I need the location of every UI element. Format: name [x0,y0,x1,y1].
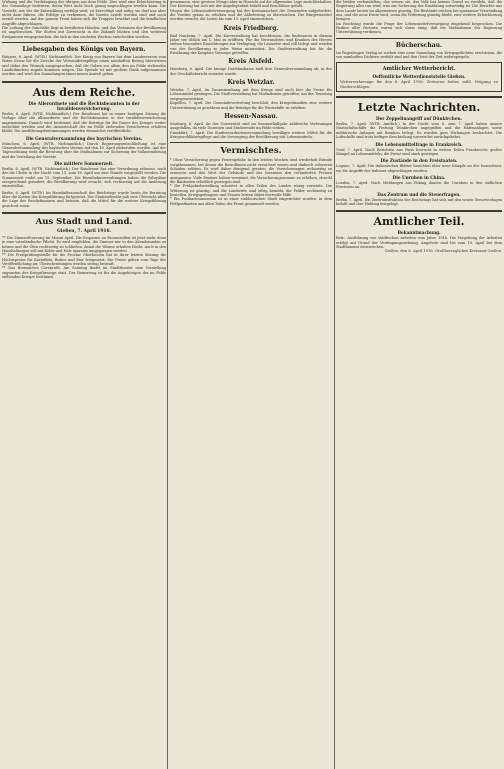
weather-report-title: Amtlicher Wetterbericht. [382,66,456,73]
article-subheading: Das Zentrum und die Steuerfragen. [377,191,461,197]
article-paragraph: * Ein Postkartenmuseum ist in einer süddeutschen Stadt eingerichtet worden, in dem Feldpostkarten aus allen Teilen der Front gesammelt werden. [170,197,332,206]
article-subheading: Bekanntmachung. [397,230,441,236]
article-paragraph: Lugano, 7. April. Die italienischen Blätter berichten über neue Kämpfe an der Isonzofront, wo die Angriffe der Italiener abgeschlagen wurden. [336,164,502,173]
article-heading: Bücherschau. [395,41,443,49]
article-paragraph: Berlin, 7. April. (WTB. Amtlich.) In der Nacht vom 6. zum 7. April haben unsere Marineluftschiffe die Festung Dünkirchen angegriffen und die Hafenanlagen sowie militärische Anlagen mit Bomben belegt. Es wurden gute Wirkungen beobachtet. Die Luftschiffe sind trotz heftiger Beschießung unversehrt zurückgekehrt. [336,122,502,140]
article-paragraph: Berlin, 6. April. (WTB. Nichtamtlich.) Der Bundesrat hat in seiner heutigen Sitzung die Vorlage über die Allerordnete und die Rechtsbeamten in der Invalidenversicherung angenommen. Danach wird bestimmt, daß die Beiträge für die Dauer des Krieges weiter entrichtet werden und die Anwartschaft der im Felde stehenden Versicherten erhalten bleibt. Die Ausführungsbestimmungen werden demnächst veröffentlicht. [2,111,166,134]
article-paragraph: Genf, 7. April. Nach Berichten aus Paris herrscht in weiten Teilen Frankreichs großer Mangel an Lebensmitteln; die Preise sind stark gestiegen. [336,147,502,156]
article-subheading: Die Generalversammlung des bayrischen Vereins. [25,135,143,141]
article-heading: Liebesgaben des Königs von Bayern. [22,46,146,54]
divider [170,142,332,143]
signature-line: Gießen, den 6. April 1916. Großherzogliches Kreisamt Gießen. [384,249,502,254]
article-paragraph: Rütgers, 6. April. (WTB.) Nichtamtlich. Der König von Bayern hat dem Landesverein vom Roten Kreuz für die Zwecke der Verwundetenpflege einen namhaften Betrag überwiesen und dabei den Wunsch ausgesprochen, daß die Gaben vor allem den im Felde stehenden Landeskindern zugute kommen mögen. Die Spende ist mit großem Dank aufgenommen worden und wird den Sammlungen einen neuen Anstoß geben. [2,55,166,77]
article-heading: Kreis Wetzlar. [227,79,275,87]
article-paragraph: London, 7. April. Nach Meldungen aus Peking dauern die Unruhen in den südlichen Provinzen an. [336,180,502,190]
article-paragraph: Wirkung und die Verdrängung der übrigen aus dem Felde. Dies wird eine Erleichterung in der Gesamtlage bedeuten, deren Wert nicht hoch genug angeschlagen werden kann. Die Vorsicht, mit der die Entwicklung verfolgt wird, ist berechtigt und nötig; sie darf uns aber nicht dazu führen, die Erfolge zu verkennen, die bereits erzielt worden sind und noch erzielt werden. Auf der ganzen Front haben sich die Truppen bewährt und die feindlichen Angriffe abgeschlagen. [2,0,166,26]
section-heading: Aus Stadt und Land. [35,217,133,227]
article-subheading: Der Zeppelinangriff auf Dünkirchen. [375,116,462,122]
article-paragraph: Bad Nauheim, 7. April. Die Kurverwaltung hat beschlossen, die Badesaison in diesem Jahre wie üblich am 1. Mai zu eröffnen. Für die Verwundeten und Kranken des Heeres stehen besondere Einrichtungen zur Verfügung; die Lazarette sind voll belegt und werden von der Bevölkerung in jeder Weise unterstützt. Die Stadtverwaltung hat für die Ernährung der Kurgäste Vorsorge getroffen. [170,33,332,56]
article-subheading: Die Lebensmittelfrage in Frankreich. [375,141,463,147]
article-paragraph: Im Regenbogen Verlag ist soeben eine neue Sammlung von Kriegsgedichten erschienen, die von namhaften Dichtern verfaßt sind und den Geist der Zeit widerspiegeln. [336,50,502,60]
divider [2,81,166,83]
column-right [336,0,502,769]
article-paragraph: Im Reichstag wurde die Frage der Lebensmittelversorgung eingehend besprochen. Die Redner aller Parteien waren sich darin einig, daß die Maßnahmen der Regierung Unterstützung verdienen. [336,21,502,35]
divider [336,210,502,212]
column-middle [170,0,332,769]
section-heading: Aus dem Reiche. [32,85,136,99]
article-paragraph: die beiden verhandelten, das wissen sie, das Volk hat keinen Grund zu zweifeln, daß die Regierung alles tun wird, was zur Sicherung der Ernährung notwendig ist. Die Berichte aus dem Lande lauten im allgemeinen günstig. Die Bestände reichen bei sparsamer Verwendung aus, und die neue Ernte wird, wenn die Witterung günstig bleibt, eine weitere Erleichterung bringen. [336,0,502,22]
column-rule [334,0,335,769]
article-paragraph: Wetzlar, 7. April. Im Zusammenhang mit dem Kriege sind auch hier die Preise für Lebensmittel gestiegen. Die Stadtverwaltung hat Maßnahmen getroffen, um der Teuerung entgegenzuwirken. [170,88,332,101]
article-subheading: Die Zustände in den Freistaaten. [380,158,458,164]
section-heading: Letzte Nachrichten. [357,101,481,115]
divider [2,42,166,43]
article-paragraph: Berlin, 7. April. Die Zentrumsfraktion des Reichstags hat sich mit den neuen Steuervorlagen befaßt und ihre Haltung festgelegt. [336,197,502,206]
article-heading: Hessen-Nassau. [224,112,278,120]
section-heading: Amtlicher Teil. [373,215,465,229]
divider [336,96,502,98]
article-paragraph: Berlin, 6. April. (WTB. Nichtamtlich.) Der Bundesrat hat eine Verordnung erlassen, nach der die Uhren in der Nacht vom 15. zum 16. April um eine Stunde vorgestellt werden. Die Sommerzeit endet am 15. September. Die Eisenbahnverwaltungen haben die Fahrpläne entsprechend geändert; die Bevölkerung wird ersucht, sich rechtzeitig auf die Änderung einzustellen. [2,166,166,189]
weather-report-box [336,62,502,92]
article-paragraph: ** Das Bremisches Corenrath. Am Sonntag findet im Stadttheater eine Vorstellung zugunsten der Kriegsfürsorge statt. Der Reinertrag ist für die Angehörigen der im Felde stehenden Krieger bestimmt. [2,266,166,280]
weather-report-subtitle: Oeffentliche Wetterdienststelle Gießen. [372,74,466,80]
article-paragraph: Die Leitung der Geschäfte liegt in bewährten Händen, und das Vertrauen der Bevölkerung ist ungebrochen. Wir dürfen mit Zuversicht in die Zukunft blicken und den weiteren Ereignissen entgegensehen, die sich in den nächsten Wochen entscheiden werden. [2,26,166,39]
article-paragraph: genommen, eine gewisse Menge aber in Hinsicht auf die allgemeine Lage zurückbehalten. Der Kreistag hat sich mit der Angelegenheit befaßt und Beschlüsse gefaßt. [170,0,332,9]
article-heading: Kreis Friedberg. [223,24,279,32]
article-subheading: Die Allerordnete und die Rechtsbeamten in der Invalidenversicherung. [28,100,140,111]
article-paragraph: Marburg, 6. April. An der Universität sind im Sommerhalbjahr zahlreiche Vorlesungen ausgefallen, da viele Dozenten und Studierende im Felde stehen. [170,121,332,131]
article-paragraph: Berlin, 6. April. (WTB.) Im Haushaltsausschuß des Reichstags wurde heute die Beratung über die Kosten der Kriegsführung fortgesetzt. Der Staatssekretär gab eine Übersicht über die Lage der Reichsfinanzen und betonte, daß die Mittel für die weitere Kriegsführung gesichert seien. [2,190,166,208]
article-paragraph: ** Die Preisprüfungsstelle für die Provinz Oberhessen hat in ihrer letzten Sitzung die Höchstpreise für Kartoffeln, Butter und Eier festgesetzt. Die Preise gelten vom Tage der Veröffentlichung an; Überschreitungen werden streng bestraft. [2,253,166,267]
article-subheading: Die mittlere Sommerzeit. [54,160,114,166]
column-rule [167,0,168,769]
article-paragraph: Kapellen, 7. April. Die Gemeindevertretung beschloß, den Kriegerfamilien eine weitere Unterstützung zu gewähren und die Beiträge für die Winterhilfe zu erhöhen. [170,101,332,110]
article-paragraph: * Ohne Versicherung gegen Feuersgefahr. In den letzten Wochen sind wiederholt Brände vorgekommen, bei denen die Betroffenen nicht versichert waren und dadurch schweren Schaden erlitten. Es wird daher dringend geraten, die Versicherungen rechtzeitig zu erneuern und den Wert der Gebäude und des Inventars den veränderten Preisen anzupassen. Viele Besitzer haben versäumt, die Versicherungssumme zu erhöhen, obwohl die Baukosten erheblich gestiegen sind. [170,158,332,184]
article-heading: Kreis Alsfeld. [228,58,274,66]
divider [2,212,166,214]
article-paragraph: Frankfurt, 7. April. Die Stadtverordnetenversammlung bewilligte weitere Mittel für die Kriegswohlfahrtspflege und die Versorgung der Bevölkerung mit Lebensmitteln. [170,130,332,139]
article-paragraph: Wegen der Lebensmittelversorgung hat der Kreisausschuß die Gemeinden aufgefordert, die Vorräte genau zu erheben und die Ablieferung zu überwachen. Die Bürgermeister werden ersucht, die Listen bis zum 15. April einzureichen. [170,8,332,22]
article-paragraph: Homberg, 6. April. Die hiesige Darlehnskasse hielt ihre Generalversammlung ab, in der der Geschäftsbericht erstattet wurde. [170,67,332,76]
section-heading: Vermischtes. [220,146,282,157]
column-left [2,0,166,769]
dateline: Gießen, 7. April 1916. [56,229,112,234]
weather-report-text: Wettervorhersage für den 8. April 1916: Zeitweise heiter, mild, Neigung zu Niederschlägen. [340,80,498,89]
divider [336,38,502,39]
article-paragraph: München, 6. April. (WTB. Nichtamtlich.) Durch Regierungsentschließung ist eine Generalversammlung des bayrischen Vereins auf den 16. April einberufen worden. Auf der Tagesordnung steht die Beratung über die Maßnahmen zur Sicherung der Volksernährung und die Verteilung der Vorräte. [2,141,166,159]
article-subheading: Die Unruhen in China. [392,174,446,180]
article-paragraph: * Die Frühjahrsbestellung schreitet in allen Teilen des Landes rüstig vorwärts. Die Witterung ist günstig, und die Landwirte sind eifrig bemüht, die Felder rechtzeitig zu bestellen. Kriegsgefangene und Frauen leisten dabei wertvolle Hilfe. [170,184,332,197]
article-paragraph: Betr.: Ausführung von städtischen Arbeiten vom Jahre 1916. Die Vergebung der Arbeiten erfolgt auf Grund der Verdingungsordnung. Angebote sind bis zum 15. April bei dem Stadtbauamt einzureichen. [336,236,502,249]
article-paragraph: ** Die Zimmerfeuerung im Monat April. Die Ersparnis an Brennstoffen ist jetzt mehr denn je eine vaterländische Pflicht. Es wird empfohlen, die Zimmer nur in den Abendstunden zu heizen und die Öfen rechtzeitig zu schließen, damit die Wärme erhalten bleibt. Auch in den Haushaltungen soll mit Kohle und Holz sparsam umgegangen werden. [2,236,166,254]
